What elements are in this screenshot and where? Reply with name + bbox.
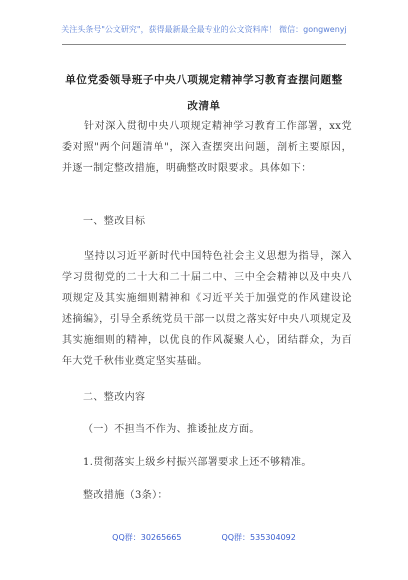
section-heading-content: 二、整改内容 xyxy=(83,392,146,403)
intro-paragraph: 针对深入贯彻中央八项规定精神学习教育工作部署，xx党委对照"两个问题清单"，深入查摆突出问题，剖析主要原因，并逐一制定整改措施，明确整改时限要求。具体如下： xyxy=(62,121,352,174)
document-title: 单位党委领导班子中央八项规定精神学习教育查摆问题整改清单 xyxy=(65,74,343,112)
section-heading-goals: 一、整改目标 xyxy=(83,216,146,227)
footer-qq-group-1: QQ群：30265665 xyxy=(112,533,182,542)
header-divider xyxy=(62,44,346,45)
footer-contacts xyxy=(0,532,408,543)
goals-paragraph: 坚持以习近平新时代中国特色社会主义思想为指导，深入学习贯彻党的二十大和二十届二中、三中全会精神以及中央八项规定及其实施细则精神和《习近平关于加强党的作风建设论述摘编》，引导全系统党员干部一以贯之落实好中央八项规定及其实施细则的精神，以优良的作风凝聚人心，团结群众，为百年大党千秋伟业奠定坚实基础。 xyxy=(62,251,352,367)
header-promo-note: 关注头条号"公文研究"，获得最新最全最专业的公文资料库！ 微信：gongwenyj xyxy=(61,25,347,34)
footer-qq-group-2: QQ群：535304092 xyxy=(221,533,296,542)
measures-label: 整改措施（3条）： xyxy=(83,490,168,501)
list-item-1: 1.贯彻落实上级乡村振兴部署要求上还不够精准。 xyxy=(83,457,312,468)
subsection-heading-1: （一）不担当不作为、推诿扯皮方面。 xyxy=(83,424,260,435)
